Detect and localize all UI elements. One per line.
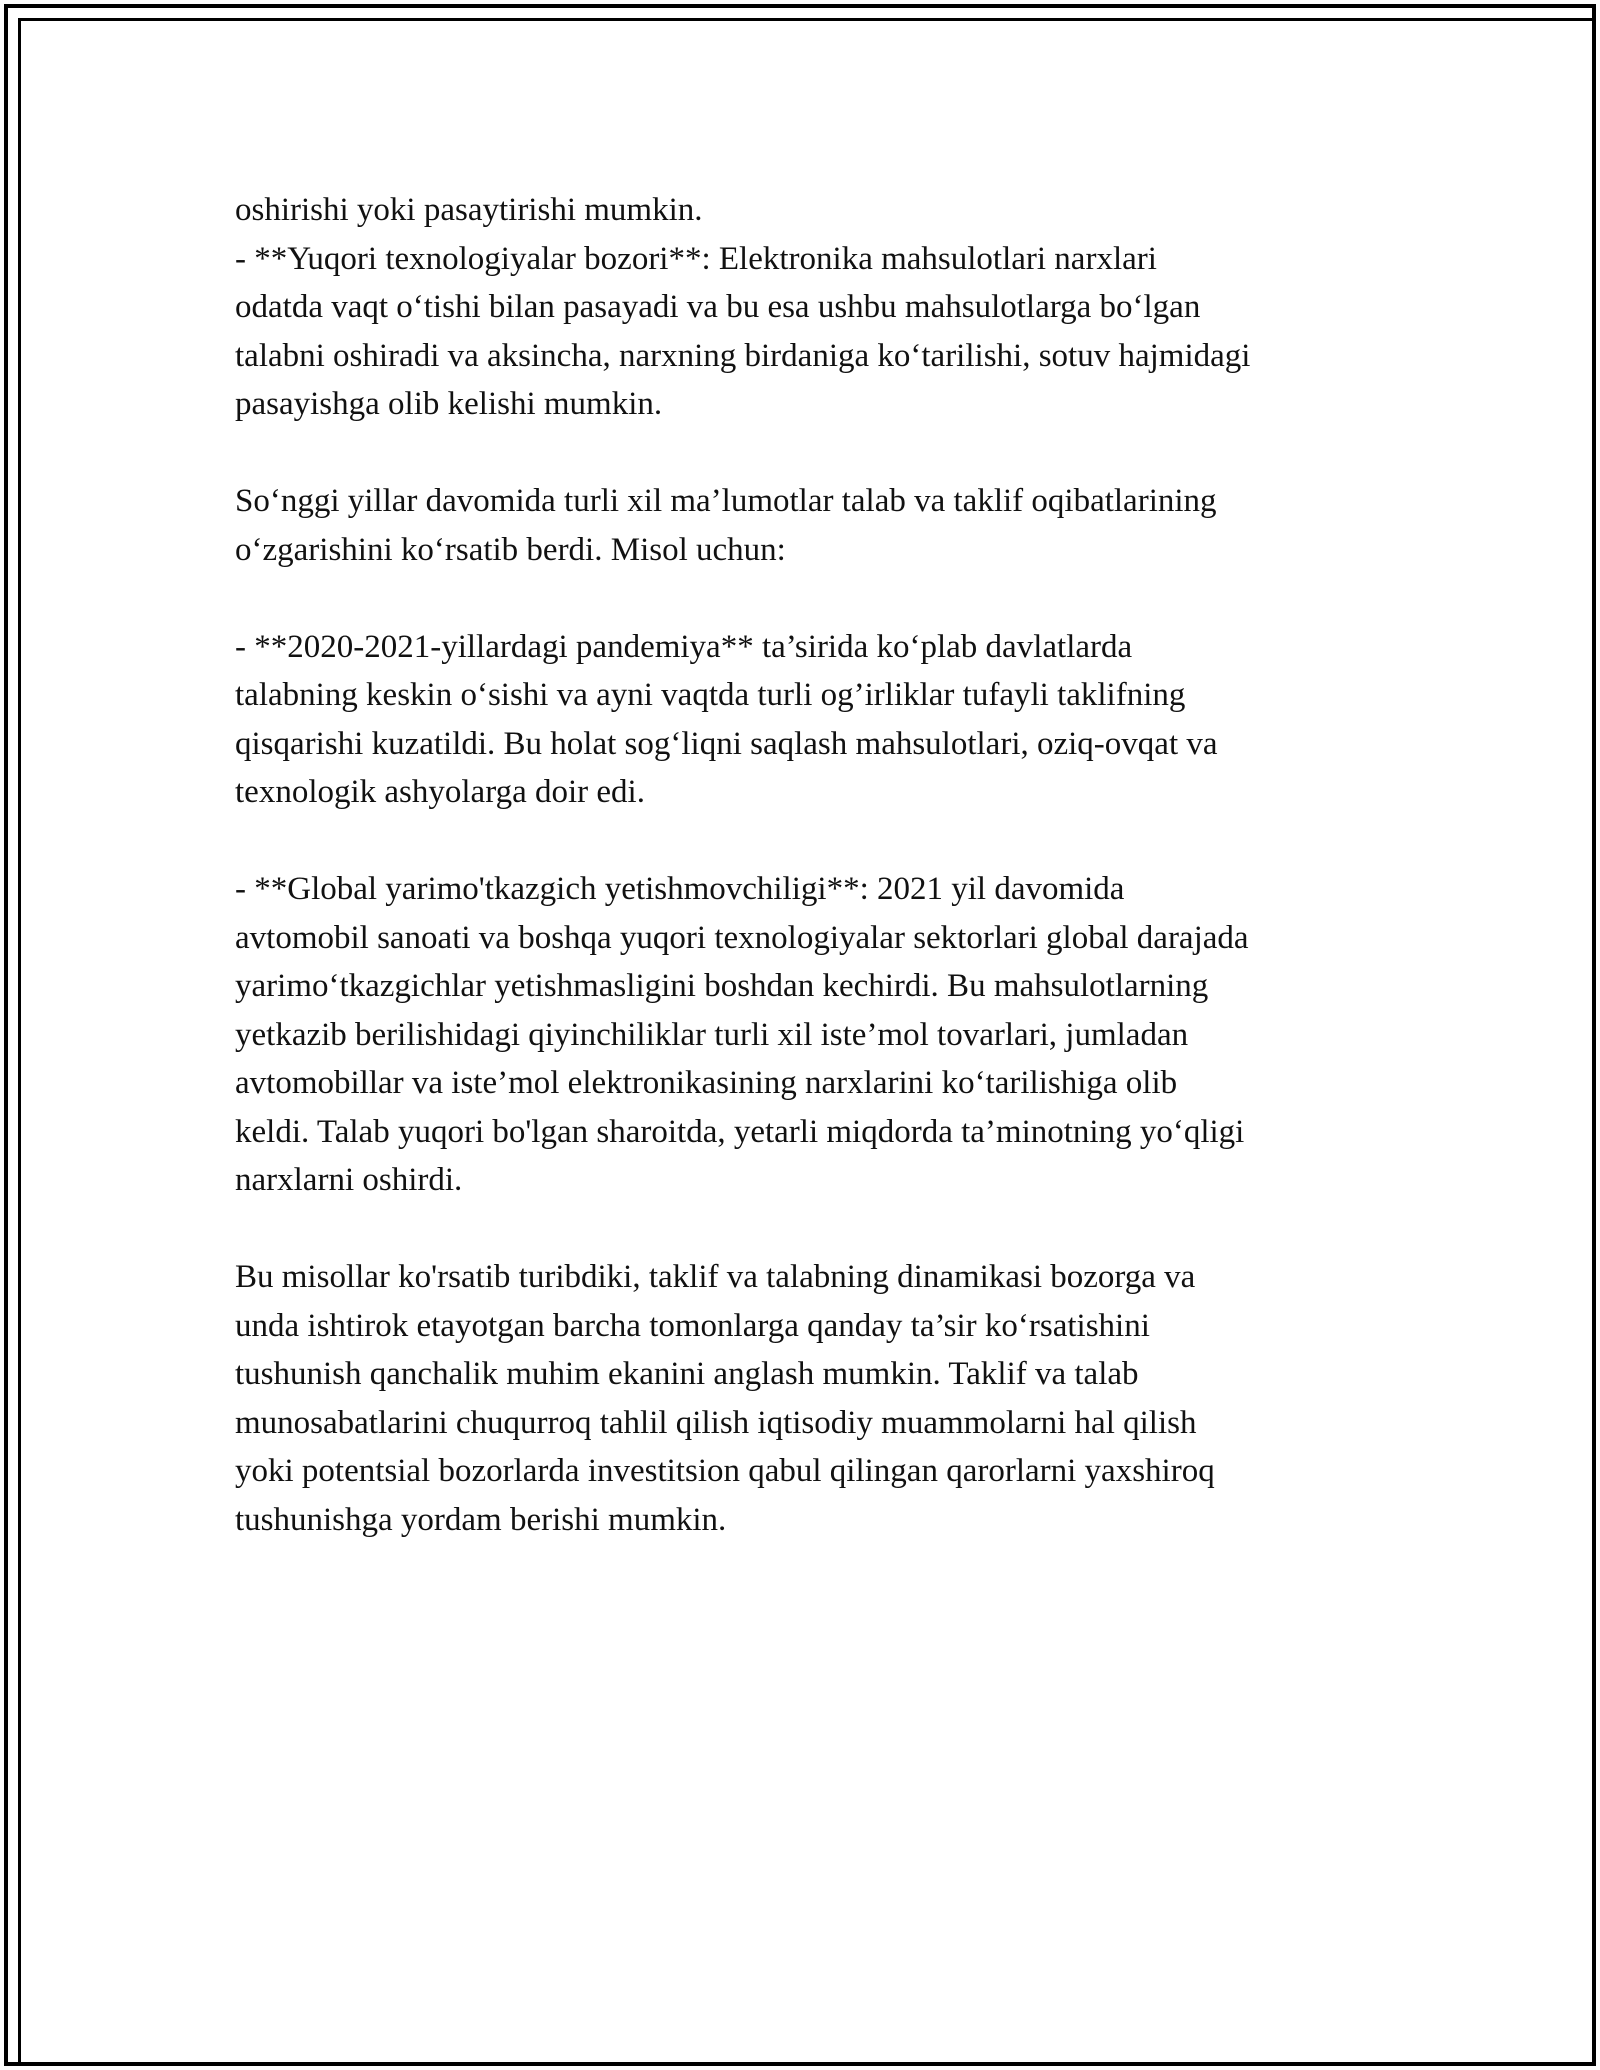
text-line: qisqarishi kuzatildi. Bu holat sog‘liqni saqlash mahsulotlari, oziq-ovqat va (235, 725, 1218, 762)
paragraph-semiconductor-shortage (235, 865, 1395, 1205)
text-line: yetkazib berilishidagi qiyinchiliklar turli xil iste’mol tovarlari, jumladan (235, 1016, 1189, 1053)
text-line: - **2020-2021-yillardagi pandemiya** ta’sirida ko‘plab davlatlarda (235, 628, 1133, 665)
document-body (235, 186, 1395, 1544)
text-line: tushunish qanchalik muhim ekanini anglash mumkin. Taklif va talab (235, 1356, 1139, 1392)
paragraph-gap (235, 817, 1395, 866)
text-line: - **Global yarimo'tkazgich yetishmovchiligi**: 2021 yil davomida (235, 871, 1125, 907)
text-line: unda ishtirok etayotgan barcha tomonlarga qanday ta’sir ko‘rsatishini (235, 1307, 1150, 1344)
text-line: oshirishi yoki pasaytirishi mumkin. (235, 192, 703, 228)
text-line: avtomobil sanoati va boshqa yuqori texnologiyalar sektorlari global darajada (235, 919, 1249, 956)
paragraph-recent-years (235, 477, 1395, 574)
text-line: tushunishga yordam berishi mumkin. (235, 1501, 727, 1538)
text-line: odatda vaqt o‘tishi bilan pasayadi va bu esa ushbu mahsulotlarga bo‘lgan (235, 289, 1201, 325)
text-line: yoki potentsial bozorlarda investitsion qabul qilingan qarorlarni yaxshiroq (235, 1453, 1215, 1489)
paragraph-conclusion (235, 1253, 1395, 1544)
paragraph-gap (235, 429, 1395, 478)
text-line: texnologik ashyolarga doir edi. (235, 774, 645, 810)
text-line: keldi. Talab yuqori bo'lgan sharoitda, yetarli miqdorda ta’minotning yo‘qligi (235, 1113, 1245, 1150)
text-line: Bu misollar ko'rsatib turibdiki, taklif va talabning dinamikasi bozorga va (235, 1259, 1196, 1295)
text-line: yarimo‘tkazgichlar yetishmasligini boshdan kechirdi. Bu mahsulotlarning (235, 968, 1209, 1004)
text-line: munosabatlarini chuqurroq tahlil qilish iqtisodiy muammolarni hal qilish (235, 1404, 1197, 1441)
text-line: o‘zgarishini ko‘rsatib berdi. Misol uchun: (235, 531, 786, 568)
text-line: talabni oshiradi va aksincha, narxning birdaniga ko‘tarilishi, sotuv hajmidagi (235, 337, 1251, 374)
paragraph-gap (235, 574, 1395, 623)
text-line: pasayishga olib kelishi mumkin. (235, 386, 663, 422)
paragraph-high-tech-market (235, 186, 1395, 429)
text-line: - **Yuqori texnologiyalar bozori**: Elektronika mahsulotlari narxlari (235, 240, 1157, 277)
paragraph-pandemic (235, 623, 1395, 817)
text-line: narxlarni oshirdi. (235, 1162, 463, 1198)
text-line: avtomobillar va iste’mol elektronikasining narxlarini ko‘tarilishiga olib (235, 1065, 1178, 1101)
text-line: talabning keskin o‘sishi va ayni vaqtda turli og’irliklar tufayli taklifning (235, 677, 1186, 713)
text-line: So‘nggi yillar davomida turli xil ma’lumotlar talab va taklif oqibatlarining (235, 483, 1217, 519)
paragraph-gap (235, 1205, 1395, 1254)
